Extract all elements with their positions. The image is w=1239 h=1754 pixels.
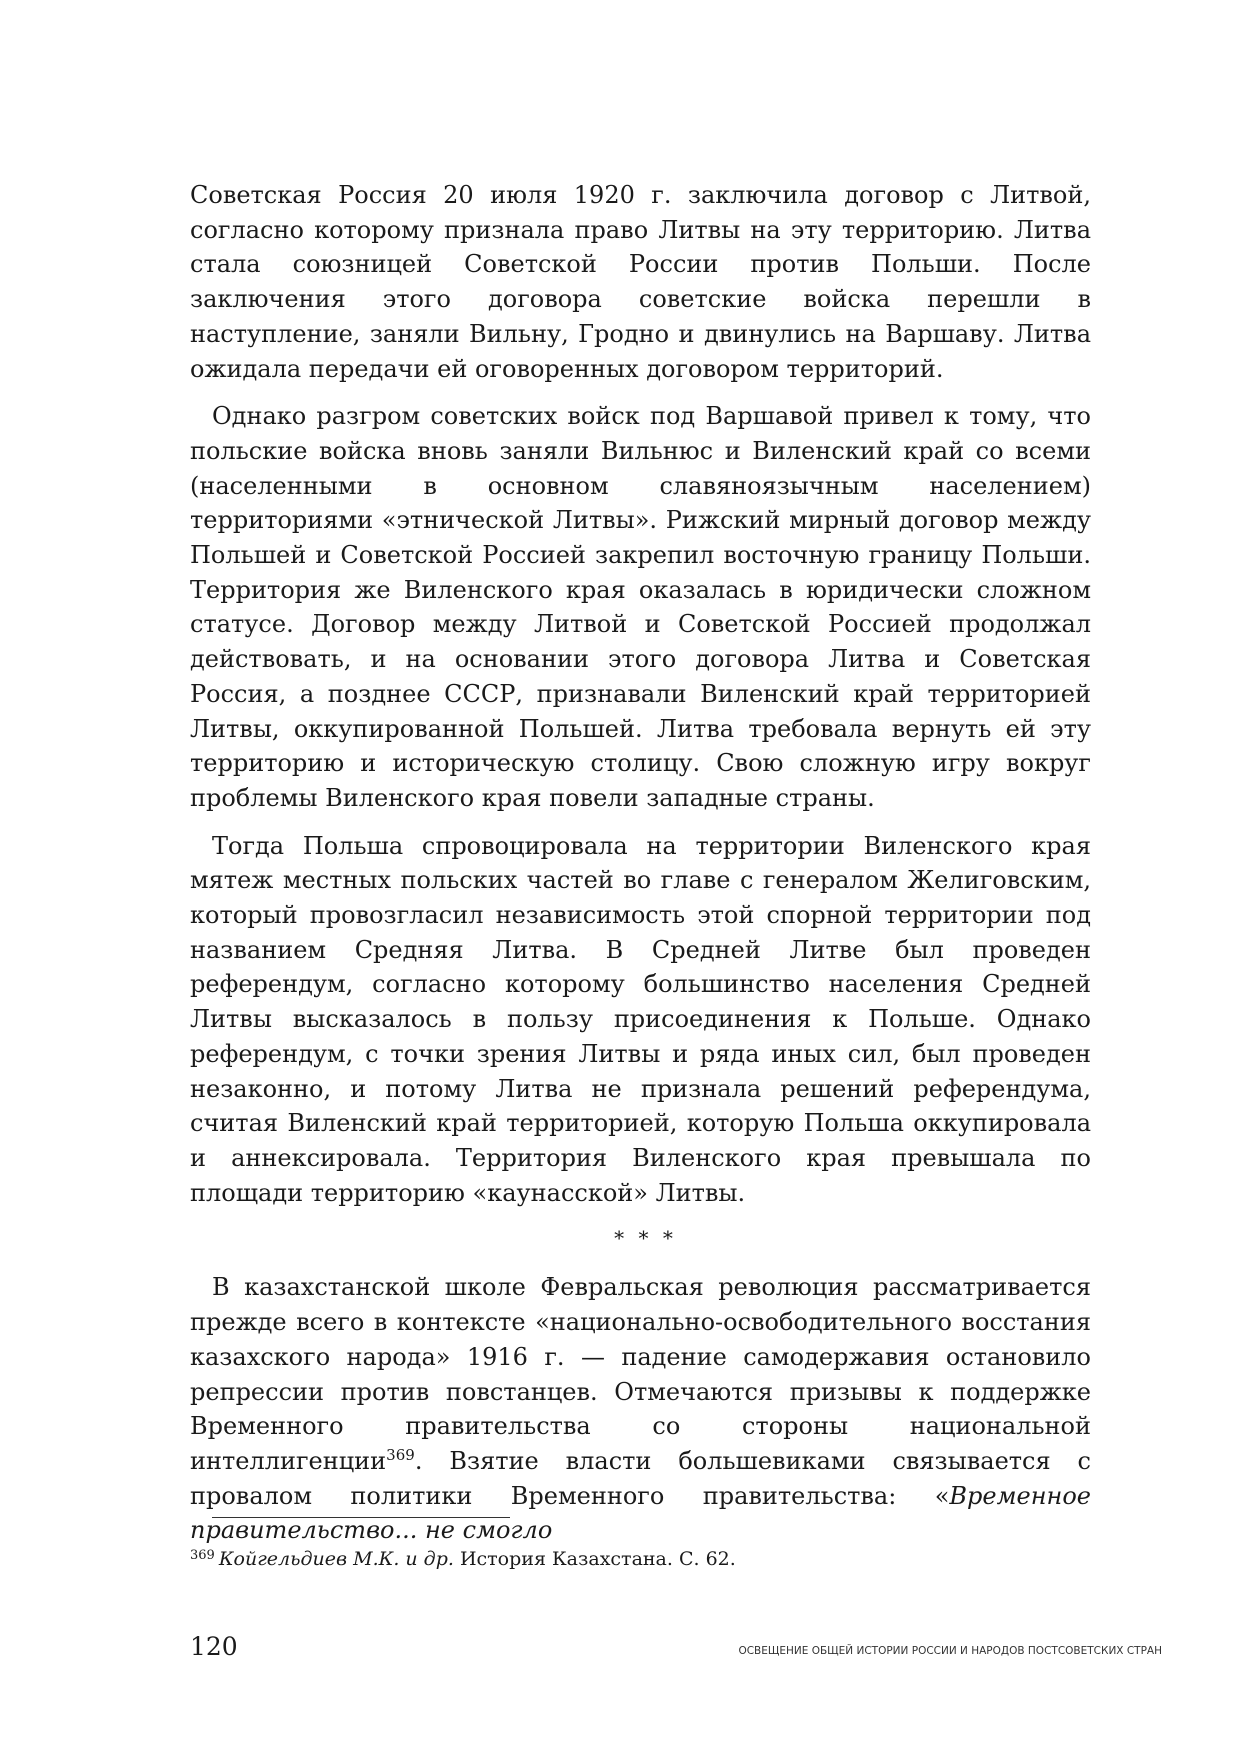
- paragraph-4-text: В казахстанской школе Февральская революция рассматривается прежде всего в контексте «национально-освободительного восстания казахского народа» 1916 г. — падение самодержавия остановило репрессии против повстанцев. Отмечаются призывы к поддержке Временного правительства со стороны национальной интеллигенции: [190, 1273, 1091, 1475]
- footnote-text: История Казахстана. С. 62.: [453, 1548, 736, 1570]
- paragraph-2: Однако разгром советских войск под Варшавой привел к тому, что польские войска вновь заняли Вильнюс и Виленский край со всеми (населенными в основном славяноязычным населением) территориями «этнической Литвы». Рижский мирный договор между Польшей и Советской Россией закрепил восточную границу Польши. Территория же Виленского края оказалась в юридически сложном статусе. Договор между Литвой и Советской Россией продолжал действовать, и на основании этого договора Литва и Советская Россия, а позднее СССР, признавали Виленский край территорией Литвы, оккупированной Польшей. Литва требовала вернуть ей эту территорию и историческую столицу. Свою сложную игру вокруг проблемы Виленского края повели западные страны.: [190, 402, 1091, 812]
- footnote-separator-line: [212, 1517, 510, 1518]
- paragraph-1: Советская Россия 20 июля 1920 г. заключила договор с Литвой, согласно которому признала право Литвы на эту территорию. Литва стала союзницей Советской России против Польши. После заключения этого договора советские войска перешли в наступление, заняли Вильну, Гродно и двинулись на Варшаву. Литва ожидала передачи ей оговоренных договором территорий.: [190, 181, 1091, 383]
- footnote-reference[interactable]: 369: [386, 1445, 415, 1464]
- paragraph-3: Тогда Польша спровоцировала на территории Виленского края мятеж местных польских частей во главе с генералом Желиговским, который провозгласил независимость этой спорной территории под названием Средняя Литва. В Средней Литве был проведен референдум, согласно которому большинство населения Средней Литвы высказалось в пользу присоединения к Польше. Однако референдум, с точки зрения Литвы и ряда иных сил, был проведен незаконно, и потому Литва не признала решений референдума, считая Виленский край территорией, которую Польша оккупировала и аннексировала. Территория Виленского края превышала по площади территорию «каунасской» Литвы.: [190, 831, 1091, 1207]
- section-separator: * * *: [614, 1226, 677, 1251]
- paragraph-4-italic-quote: Временное правительство... не смогло: [190, 1481, 1091, 1545]
- paragraph-4: [190, 1270, 1091, 1548]
- body-text: [190, 178, 1091, 1548]
- paragraph-4-text-continued: . Взятие власти большевиками связывается с провалом политики Временного правительства: «: [190, 1446, 1091, 1510]
- footnote-number: 369: [190, 1548, 215, 1563]
- page-number: 120: [190, 1632, 238, 1661]
- running-footer: ОСВЕЩЕНИЕ ОБЩЕЙ ИСТОРИИ РОССИИ И НАРОДОВ ПОСТСОВЕТСКИХ СТРАН: [738, 1645, 1162, 1657]
- footnote-369: [190, 1546, 1090, 1572]
- footnote-authors: Койгельдиев М.К. и др.: [218, 1548, 454, 1570]
